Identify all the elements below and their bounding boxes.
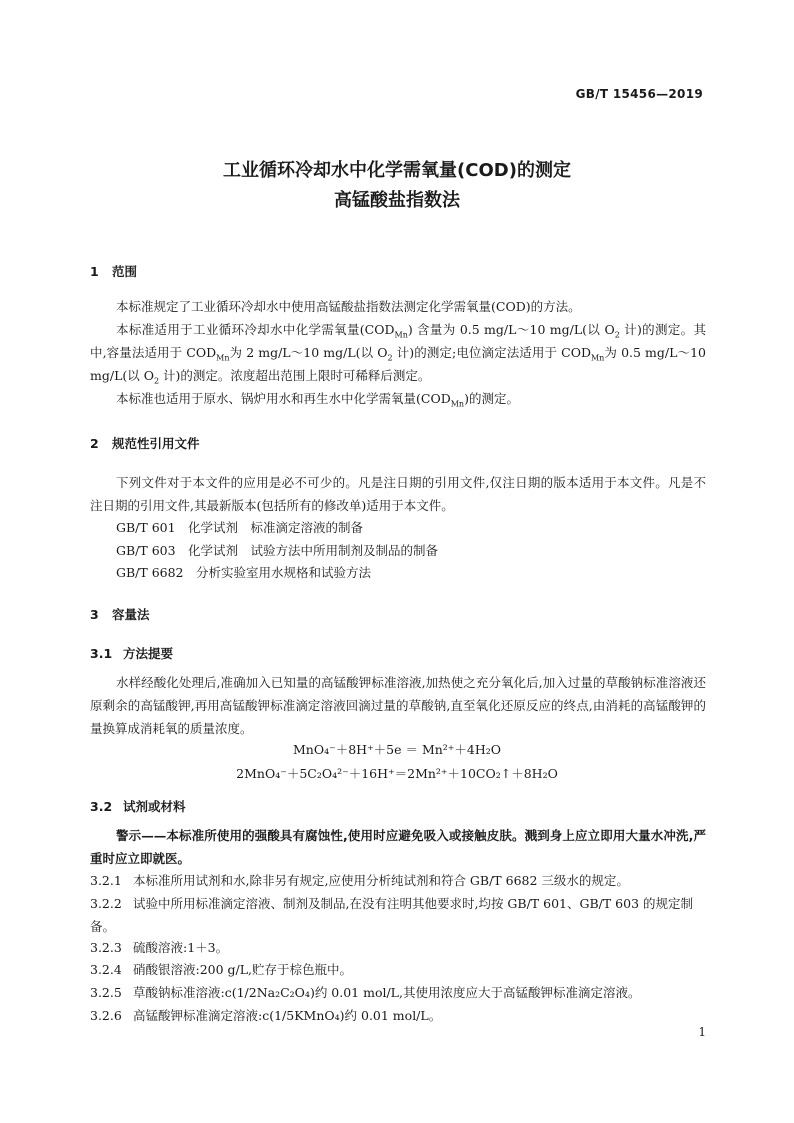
section-title: 容量法	[112, 607, 150, 622]
item-number: 3.2.4	[90, 962, 122, 977]
list-item	[90, 870, 706, 893]
text: 计)的测定。浓度超出范围上限时可稀释后测定。	[159, 367, 431, 383]
section-2-heading	[90, 434, 200, 452]
text: 本标准适用于工业循环冷却水中化学需氧量(COD	[116, 322, 395, 337]
item-text: 草酸钠标准溶液:c(1/2Na₂C₂O₄)约 0.01 mol/L,其使用浓度应大于高锰酸钾标准滴定溶液。	[133, 985, 641, 1000]
paragraph	[90, 388, 706, 411]
subsection-3-2-heading	[90, 797, 186, 815]
text: ) 含量为 0.5 mg/L～10 mg/L(以 O	[407, 322, 615, 337]
section-title: 规范性引用文件	[112, 436, 200, 451]
paragraph: 水样经酸化处理后,准确加入已知量的高锰酸钾标准溶液,加热使之充分氧化后,加入过量的草酸钠标准溶液还原剩余的高锰酸钾,再用高锰酸钾标准滴定溶液回滴过量的草酸钠,直至氧化还原反应的终点,由消耗的高锰酸钾的量换算成消耗氧的质量浓度。	[90, 675, 706, 736]
subsection-number: 3.1	[90, 646, 113, 661]
subscript: Mn	[450, 399, 465, 409]
subscript: 2	[614, 330, 620, 340]
text: 计)的测定;电位滴定法适用于 COD	[392, 344, 591, 360]
subscript: 2	[153, 376, 160, 386]
item-text: 本标准所用试剂和水,除非另有规定,应使用分析纯试剂和符合 GB/T 6682 三级水的规定。	[133, 873, 629, 888]
text: 为 0.5 mg/L～10 mg/L(以 O	[90, 344, 706, 383]
section-title: 范围	[112, 264, 138, 279]
item-number: 3.2.3	[90, 940, 122, 955]
section-number: 2	[90, 436, 99, 451]
item-number: 3.2.2	[90, 896, 122, 911]
list-item	[90, 893, 706, 939]
item-text: 硫酸溶液:1＋3。	[133, 940, 229, 955]
list-item	[90, 937, 706, 960]
item-number: 3.2.1	[90, 873, 122, 888]
list-item	[90, 982, 706, 1005]
document-subtitle: 高锰酸盐指数法	[334, 190, 460, 211]
item-text: 硝酸银溶液:200 g/L,贮存于棕色瓶中。	[133, 962, 353, 977]
warning-note: 警示——本标准所使用的强酸具有腐蚀性,使用时应避免吸入或接触皮肤。溅到身上应立即用大量水冲洗,严重时应立即就医。	[90, 828, 706, 866]
paragraph	[90, 319, 706, 387]
standard-code: GB/T 15456—2019	[575, 87, 703, 101]
subscript: Mn	[216, 353, 230, 363]
section-1-heading	[90, 262, 137, 280]
paragraph: 下列文件对于本文件的应用是必不可少的。凡是注日期的引用文件,仅注日期的版本适用于本文件。凡是不注日期的引用文件,其最新版本(包括所有的修改单)适用于本文件。	[90, 475, 706, 513]
reference-item: GB/T 601 化学试剂 标准滴定溶液的制备	[116, 520, 364, 535]
paragraph: 本标准规定了工业循环冷却水中使用高锰酸盐指数法测定化学需氧量(COD)的方法。	[116, 299, 581, 314]
item-text: 高锰酸钾标准滴定溶液:c(1/5KMnO₄)约 0.01 mol/L。	[133, 1008, 442, 1023]
reference-item: GB/T 6682 分析实验室用水规格和试验方法	[116, 565, 372, 580]
reference-item: GB/T 603 化学试剂 试验方法中所用制剂及制品的制备	[116, 543, 439, 558]
section-3-heading	[90, 605, 150, 623]
subsection-title: 试剂或材料	[123, 799, 186, 814]
text: 本标准也适用于原水、锅炉用水和再生水中化学需氧量(COD	[116, 391, 451, 406]
subsection-3-1-heading	[90, 644, 173, 662]
section-number: 1	[90, 264, 99, 279]
text: 计)的测定。其中,容量法适用于 COD	[90, 322, 706, 360]
item-number: 3.2.6	[90, 1008, 122, 1023]
list-item	[90, 1005, 706, 1028]
list-item	[90, 959, 706, 982]
text: )的测定。	[464, 391, 519, 406]
item-number: 3.2.5	[90, 985, 122, 1000]
equation-1: MnO₄⁻＋8H⁺＋5e ＝ Mn²⁺＋4H₂O	[292, 742, 502, 757]
subscript: Mn	[394, 330, 408, 340]
page-number: 1	[698, 1025, 706, 1039]
item-text: 试验中所用标准滴定溶液、制剂及制品,在没有注明其他要求时,均按 GB/T 601、GB/T 603 的规定制备。	[90, 896, 693, 934]
text: 为 2 mg/L～10 mg/L(以 O	[229, 344, 388, 360]
document-title: 工业循环冷却水中化学需氧量(COD)的测定	[223, 160, 571, 181]
section-number: 3	[90, 607, 99, 622]
equation-2: 2MnO₄⁻＋5C₂O₄²⁻＋16H⁺＝2Mn²⁺＋10CO₂↑＋8H₂O	[236, 766, 558, 781]
subscript: Mn	[590, 353, 605, 363]
subsection-number: 3.2	[90, 799, 113, 814]
subscript: 2	[387, 353, 393, 363]
subsection-title: 方法提要	[123, 646, 174, 661]
